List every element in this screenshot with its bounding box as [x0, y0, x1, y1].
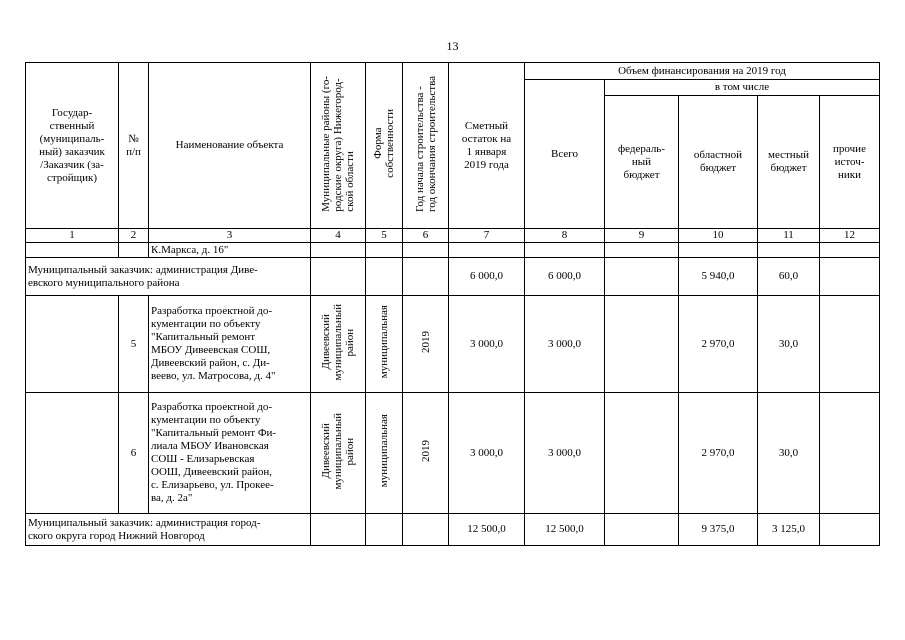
group-customer: Муниципальный заказчик: администрация Диве- евского муниципального района [26, 258, 311, 296]
group-regional: 5 940,0 [679, 258, 758, 296]
group-total: 12 500,0 [525, 514, 605, 546]
header-object-name: Наименование объекта [149, 63, 311, 229]
colnum: 6 [403, 229, 449, 243]
row-estimate: 3 000,0 [449, 393, 525, 514]
colnum: 9 [605, 229, 679, 243]
header-years: Год начала строительства - год окончания строительства [413, 75, 438, 212]
row-ownership: муниципальная [378, 414, 390, 488]
row-local: 30,0 [758, 296, 820, 393]
group-total: 6 000,0 [525, 258, 605, 296]
row-ownership: муниципальная [378, 305, 390, 379]
group-local: 3 125,0 [758, 514, 820, 546]
group-other [820, 258, 880, 296]
header-districts: Муниципальные районы (го- родские округа) Нижегород- ской области [320, 75, 356, 212]
colnum: 3 [149, 229, 311, 243]
group-row [26, 514, 880, 546]
colnum: 12 [820, 229, 880, 243]
row-estimate: 3 000,0 [449, 296, 525, 393]
header-estimate: Сметный остаток на 1 января 2019 года [449, 63, 525, 229]
header-including: в том числе [605, 80, 880, 96]
table-row [26, 243, 880, 258]
row-total: 3 000,0 [525, 296, 605, 393]
financing-table [25, 62, 880, 546]
row-years: 2019 [419, 440, 432, 462]
row-num: 5 [119, 296, 149, 393]
row-district: Дивеевский муниципальный район [320, 303, 356, 381]
header-federal: федераль- ный бюджет [605, 96, 679, 229]
colnum: 10 [679, 229, 758, 243]
row-federal [605, 393, 679, 514]
row-federal [605, 296, 679, 393]
table-row [26, 296, 880, 393]
row-regional: 2 970,0 [679, 296, 758, 393]
group-federal [605, 258, 679, 296]
group-estimate: 6 000,0 [449, 258, 525, 296]
header-regional: областной бюджет [679, 96, 758, 229]
group-estimate: 12 500,0 [449, 514, 525, 546]
header-other: прочие источ- ники [820, 96, 880, 229]
column-numbers-row [26, 229, 880, 243]
row-num: 6 [119, 393, 149, 514]
row-name: Разработка проектной до- кументации по объекту "Капитальный ремонт МБОУ Дивеевская СОШ, Дивеевский район, с. Ди- веево, ул. Матросова, д. 4" [149, 296, 311, 393]
colnum: 8 [525, 229, 605, 243]
header-local: местный бюджет [758, 96, 820, 229]
header-financing: Объем финансирования на 2019 год [525, 63, 880, 80]
carryover-text: К.Маркса, д. 16" [149, 243, 311, 258]
row-other [820, 393, 880, 514]
row-regional: 2 970,0 [679, 393, 758, 514]
colnum: 5 [366, 229, 403, 243]
header-ownership: Форма собственности [372, 109, 396, 178]
colnum: 2 [119, 229, 149, 243]
header-num: № п/п [119, 63, 149, 229]
colnum: 7 [449, 229, 525, 243]
page-number: 13 [446, 39, 459, 53]
row-other [820, 296, 880, 393]
colnum: 11 [758, 229, 820, 243]
colnum: 1 [26, 229, 119, 243]
row-total: 3 000,0 [525, 393, 605, 514]
group-customer: Муниципальный заказчик: администрация город- ского округа город Нижний Новгород [26, 514, 311, 546]
row-name: Разработка проектной до- кументации по объекту "Капитальный ремонт Фи- лиала МБОУ Ивановская СОШ - Елизарьевская ООШ, Дивеевский район, с. Елизарьево, ул. Прокее- ва, д. 2а" [149, 393, 311, 514]
header-customer: Государ- ственный (муниципаль- ный) заказчик /Заказчик (за- стройщик) [26, 63, 119, 229]
row-local: 30,0 [758, 393, 820, 514]
colnum: 4 [311, 229, 366, 243]
group-regional: 9 375,0 [679, 514, 758, 546]
row-years: 2019 [419, 331, 432, 353]
group-other [820, 514, 880, 546]
row-district: Дивеевский муниципальный район [320, 412, 356, 490]
group-row [26, 258, 880, 296]
table-row [26, 393, 880, 514]
group-local: 60,0 [758, 258, 820, 296]
header-total: Всего [525, 80, 605, 229]
group-federal [605, 514, 679, 546]
